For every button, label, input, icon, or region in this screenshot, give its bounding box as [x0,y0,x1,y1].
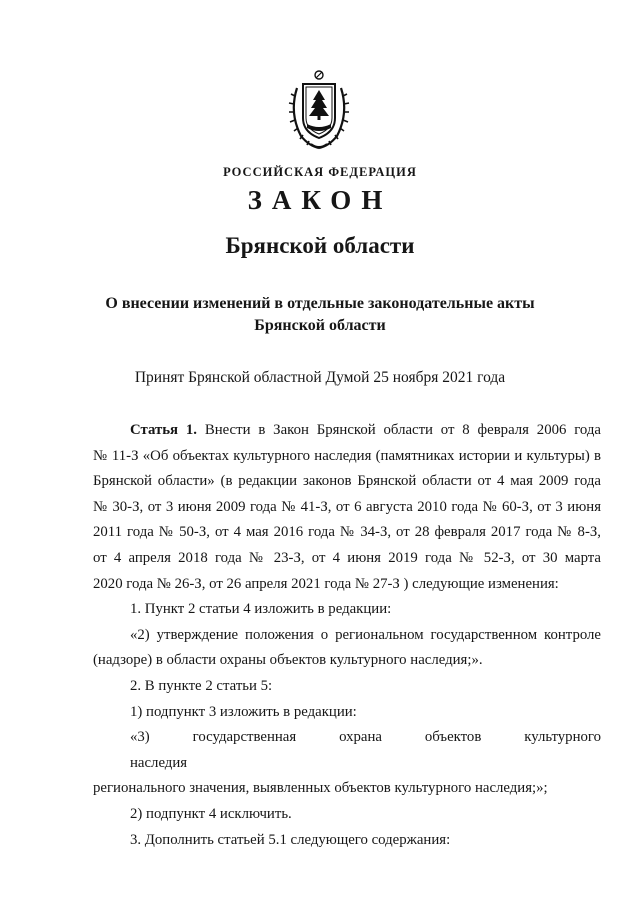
item-1: 1. Пункт 2 статьи 4 изложить в редакции: [130,601,392,618]
law-subject-line: Брянской области [254,317,386,334]
quote-line: регионального значения, выявленных объектов культурного наследия;»; [93,780,548,797]
article-line: Брянской области» (в редакции законов Брянской области от 4 мая 2009 года [93,473,601,490]
law-subject-line: О внесении изменений в отдельные законодательные акты [105,295,535,312]
article-line: 2011 года № 50-З, от 4 мая 2016 года № 34-З, от 28 февраля 2017 года № 8-З, [93,524,601,541]
document-type-title: ЗАКОН [247,185,393,215]
adoption-statement: Принят Брянской областной Думой 25 ноября 2021 года [134,369,506,386]
item-2-quote [93,725,601,802]
item-3: 3. Дополнить статьей 5.1 следующего содержания: [130,831,451,848]
quote-line: «2) утверждение положения о региональном государственном контроле [130,626,601,643]
article-1-paragraph [93,418,601,597]
article-line: № 30-З, от 3 июня 2009 года № 41-З, от 6 августа 2010 года № 60-З, от 3 июня [93,498,601,515]
item-2-subitem-2: 2) подпункт 4 исключить. [130,805,292,822]
item-1-quote [93,623,601,674]
quote-line: (надзоре) в области охраны объектов культурного наследия;». [93,652,483,669]
law-body [93,418,601,853]
article-line: № 11-З «Об объектах культурного наследия (памятниках истории и культуры) в [93,447,601,464]
article-line: 2020 года № 26-З, от 26 апреля 2021 года № 27-З ) следующие изменения: [93,575,559,592]
item-2: 2. В пункте 2 статьи 5: [130,677,273,694]
law-subject [0,293,640,337]
region-title: Брянской области [225,233,415,258]
bryansk-oblast-coat-of-arms-icon [287,68,351,152]
article-line: Статья 1. Внести в Закон Брянской области от 8 февраля 2006 года [130,422,602,438]
federation-title: РОССИЙСКАЯ ФЕДЕРАЦИЯ [223,165,417,179]
item-2-subitem-1: 1) подпункт 3 изложить в редакции: [130,703,357,720]
article-label: Статья 1. [130,422,197,438]
article-line: от 4 апреля 2018 года № 23-З, от 4 июня 2019 года № 52-З, от 30 марта [93,549,601,566]
quote-line: «3) государственная охрана объектов культурного наследия [130,729,601,771]
